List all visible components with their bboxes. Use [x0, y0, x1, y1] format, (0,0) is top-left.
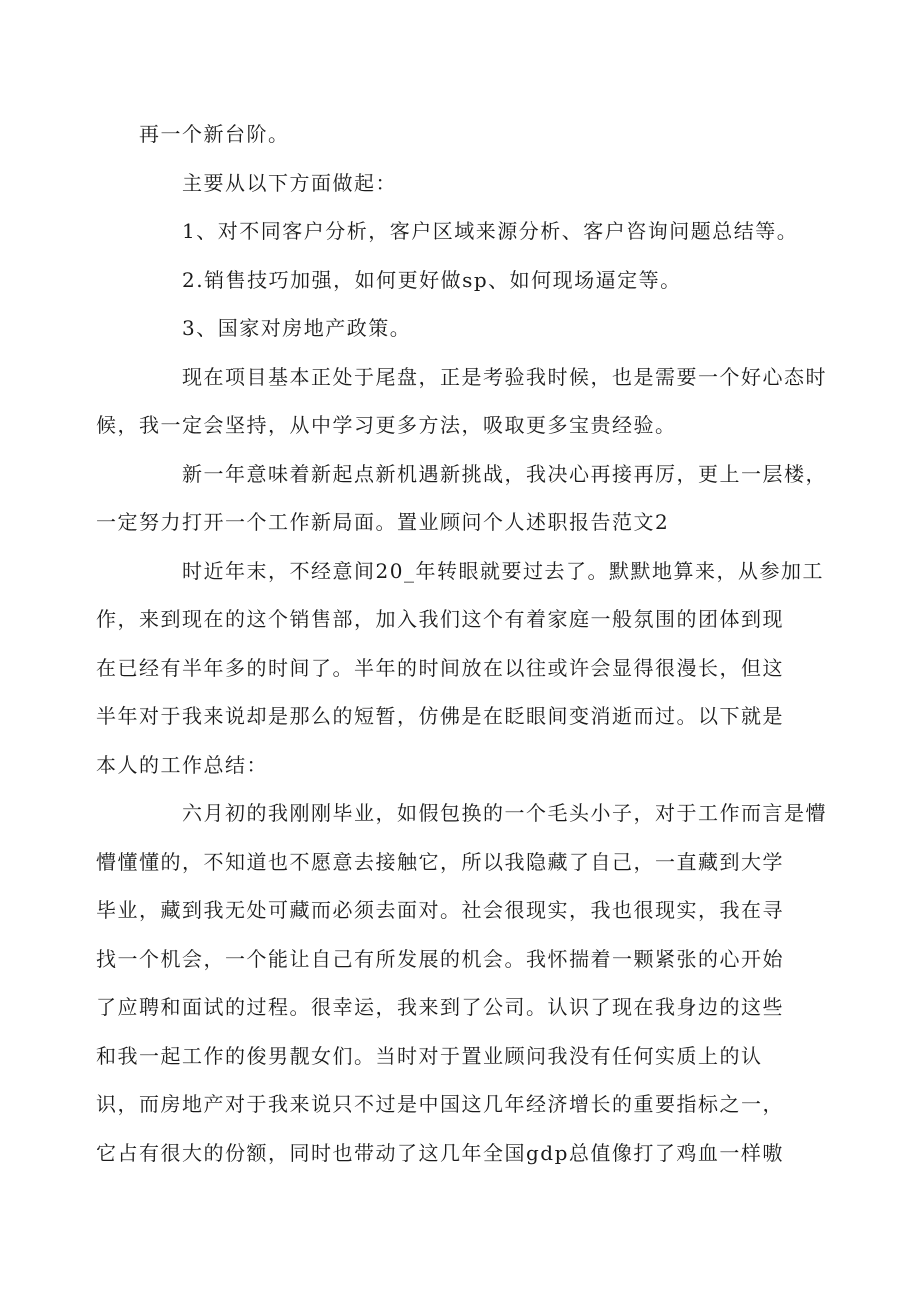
list-item-3 [139, 304, 784, 353]
text-line: 时近年末，不经意间20_年转眼就要过去了。默默地算来，从参加工 [182, 558, 824, 583]
text-line: 找一个机会，一个能让自己有所发展的机会。我怀揣着一颗紧张的心开始 [96, 946, 784, 971]
text-line: 半年对于我来说却是那么的短暂，仿佛是在眨眼间变消逝而过。以下就是 [96, 704, 784, 728]
text-line: 新一年意味着新起点新机遇新挑战，我决心再接再厉，更上一层楼， [182, 461, 827, 486]
text-line: 1、对不同客户分析，客户区域来源分析、客户咨询问题总结等。 [182, 219, 799, 243]
list-item-2 [139, 256, 784, 305]
text-line: 本人的工作总结： [96, 752, 268, 777]
paragraph-continuation [139, 110, 784, 159]
document-page [96, 110, 827, 1177]
paragraph-year-end [96, 547, 824, 790]
text-line: 毕业，藏到我无处可藏而必须去面对。社会很现实，我也很现实，我在寻 [96, 898, 784, 922]
text-line: 主要从以下方面做起： [182, 170, 397, 195]
text-line: 2.销售技巧加强，如何更好做sp、如何现场逼定等。 [182, 267, 682, 292]
text-line: 识，而房地产对于我来说只不过是中国这几年经济增长的重要指标之一， [96, 1092, 784, 1116]
text-line: 候，我一定会坚持，从中学习更多方法，吸取更多宝贵经验。 [96, 413, 677, 437]
text-line: 一定努力打开一个工作新局面。置业顾问个人述职报告范文2 [96, 510, 670, 534]
paragraph-intro [139, 159, 784, 208]
paragraph-graduation [96, 789, 827, 1177]
text-line: 它占有很大的份额，同时也带动了这几年全国gdp总值像打了鸡血一样嗷 [96, 1140, 784, 1165]
list-item-1 [139, 207, 799, 256]
text-line: 3、国家对房地产政策。 [182, 316, 412, 340]
text-line: 再一个新台阶。 [139, 122, 290, 146]
paragraph-project-status [96, 353, 827, 450]
text-line: 和我一起工作的俊男靓女们。当时对于置业顾问我没有任何实质上的认 [96, 1043, 763, 1068]
text-line: 现在项目基本正处于尾盘，正是考验我时候，也是需要一个好心态时 [182, 364, 827, 389]
text-line: 在已经有半年多的时间了。半年的时间放在以往或许会显得很漫长，但这 [96, 655, 784, 680]
text-line: 了应聘和面试的过程。很幸运，我来到了公司。认识了现在我身边的这些 [96, 995, 784, 1019]
text-line: 六月初的我刚刚毕业，如假包换的一个毛头小子，对于工作而言是懵 [182, 801, 827, 825]
paragraph-new-year [96, 450, 827, 547]
text-line: 懵懂懂的，不知道也不愿意去接触它，所以我隐藏了自己，一直藏到大学 [96, 849, 784, 874]
text-line: 作，来到现在的这个销售部，加入我们这个有着家庭一般氛围的团体到现 [96, 607, 784, 631]
